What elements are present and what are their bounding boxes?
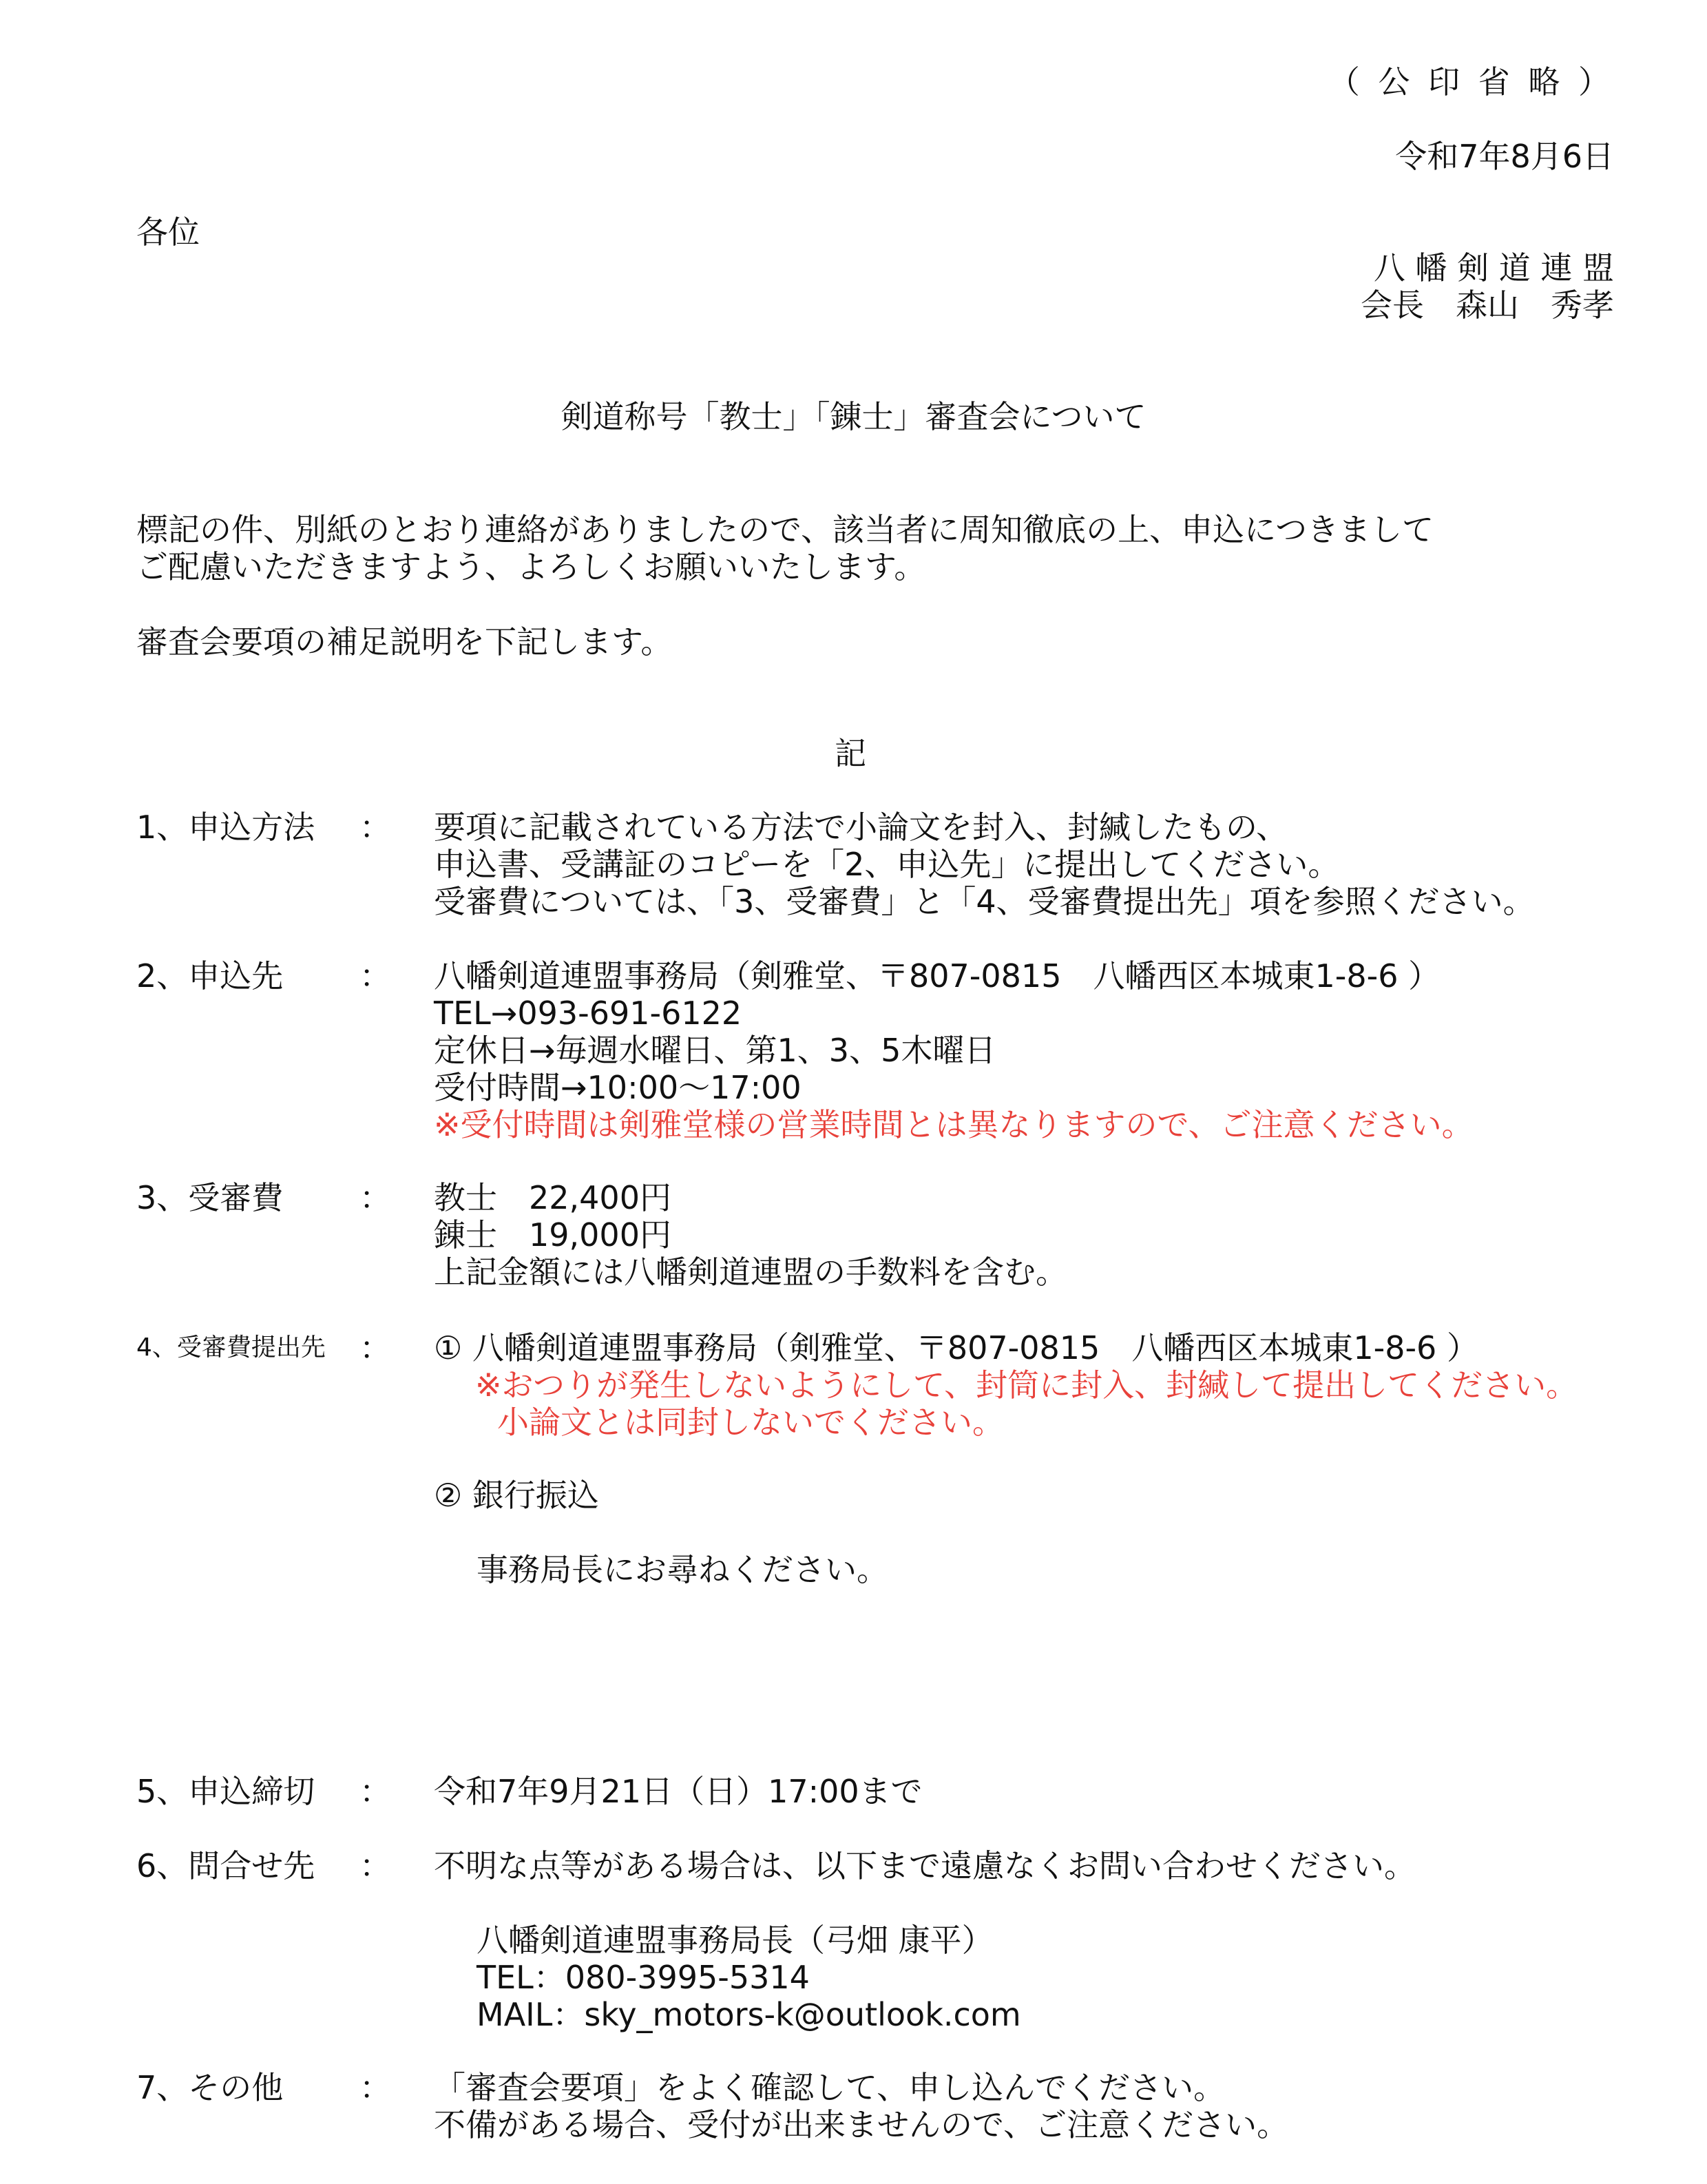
ki-marker: 記	[835, 735, 866, 772]
other-line-2: 不備がある場合、受付が出来ませんので、ご注意ください。	[434, 2106, 1289, 2143]
fee-kyoshi: 教士 22,400円	[434, 1179, 671, 1216]
seal-omitted-note: （ 公 印 省 略 ）	[1328, 63, 1614, 101]
payment-option-1-warning-2: 小論文とは同封しないでください。	[497, 1404, 1004, 1441]
section-5-colon: ：	[359, 1773, 391, 1810]
fee-note: 上記金額には八幡剣道連盟の手数料を含む。	[434, 1254, 1067, 1291]
contact-tel: TEL：080-3995-5314	[477, 1959, 810, 1996]
intro-line-3: 審査会要項の補足説明を下記します。	[136, 623, 673, 661]
section-1-line-2: 申込書、受講証のコピーを「2、申込先」に提出してください。	[434, 846, 1340, 883]
payment-option-1-warning-1: ※おつりが発生しないようにして、封筒に封入、封緘して提出してください。	[475, 1366, 1578, 1404]
section-3-colon: ：	[359, 1179, 391, 1216]
intro-line-2: ご配慮いただきますよう、よろしくお願いいたします。	[136, 548, 926, 585]
section-2-colon: ：	[359, 957, 391, 995]
payment-option-2: ② 銀行振込	[434, 1477, 599, 1514]
section-1-line-1: 要項に記載されている方法で小論文を封入、封緘したもの、	[434, 809, 1288, 846]
fee-renshi: 錬士 19,000円	[434, 1216, 671, 1254]
section-4-colon: ：	[359, 1329, 391, 1366]
section-2-hours: 受付時間→10:00～17:00	[434, 1069, 802, 1106]
other-line-1: 「審査会要項」をよく確認して、申し込んでください。	[434, 2069, 1226, 2106]
section-4-label: 4、受審費提出先	[136, 1333, 326, 1362]
section-1-colon: ：	[359, 809, 391, 846]
addressee: 各位	[136, 214, 200, 251]
section-2-address: 八幡剣道連盟事務局（剣雅堂、〒807-0815 八幡西区本城東1-8-6 ）	[434, 957, 1441, 995]
section-2-warning: ※受付時間は剣雅堂様の営業時間とは異なりますので、ご注意ください。	[434, 1106, 1474, 1143]
contact-name: 八幡剣道連盟事務局長（弓畑 康平）	[477, 1922, 994, 1959]
sender-name: 会長 森山 秀孝	[1361, 287, 1614, 324]
section-6-label: 6、問合せ先	[136, 1847, 315, 1884]
intro-line-1: 標記の件、別紙のとおり連絡がありましたので、該当者に周知徹底の上、申込につきまして	[136, 511, 1434, 548]
payment-option-1: ① 八幡剣道連盟事務局（剣雅堂、〒807-0815 八幡西区本城東1-8-6 ）	[434, 1329, 1478, 1366]
section-2-closed-days: 定休日→毎週水曜日、第1、3、5木曜日	[434, 1032, 996, 1069]
section-7-label: 7、その他	[136, 2069, 284, 2106]
section-3-label: 3、受審費	[136, 1179, 284, 1216]
document-title: 剣道称号「教士」「錬士」審査会について	[561, 398, 1146, 435]
sender-organization: 八 幡 剣 道 連 盟	[1373, 249, 1614, 287]
payment-option-2-detail: 事務局長にお尋ねください。	[477, 1551, 888, 1588]
section-1-label: 1、申込方法	[136, 809, 315, 846]
section-7-colon: ：	[359, 2069, 391, 2106]
section-1-line-3: 受審費については、「3、受審費」と「4、受審費提出先」項を参照ください。	[434, 883, 1535, 920]
section-2-tel: TEL→093-691-6122	[434, 995, 742, 1032]
inquiry-text: 不明な点等がある場合は、以下まで遠慮なくお問い合わせください。	[434, 1847, 1416, 1884]
section-5-label: 5、申込締切	[136, 1773, 315, 1810]
section-2-label: 2、申込先	[136, 957, 284, 995]
document-date: 令和7年8月6日	[1395, 138, 1614, 175]
contact-email: MAIL：sky_motors-k@outlook.com	[477, 1996, 1021, 2033]
deadline: 令和7年9月21日（日）17:00まで	[434, 1773, 923, 1810]
section-6-colon: ：	[359, 1847, 391, 1884]
